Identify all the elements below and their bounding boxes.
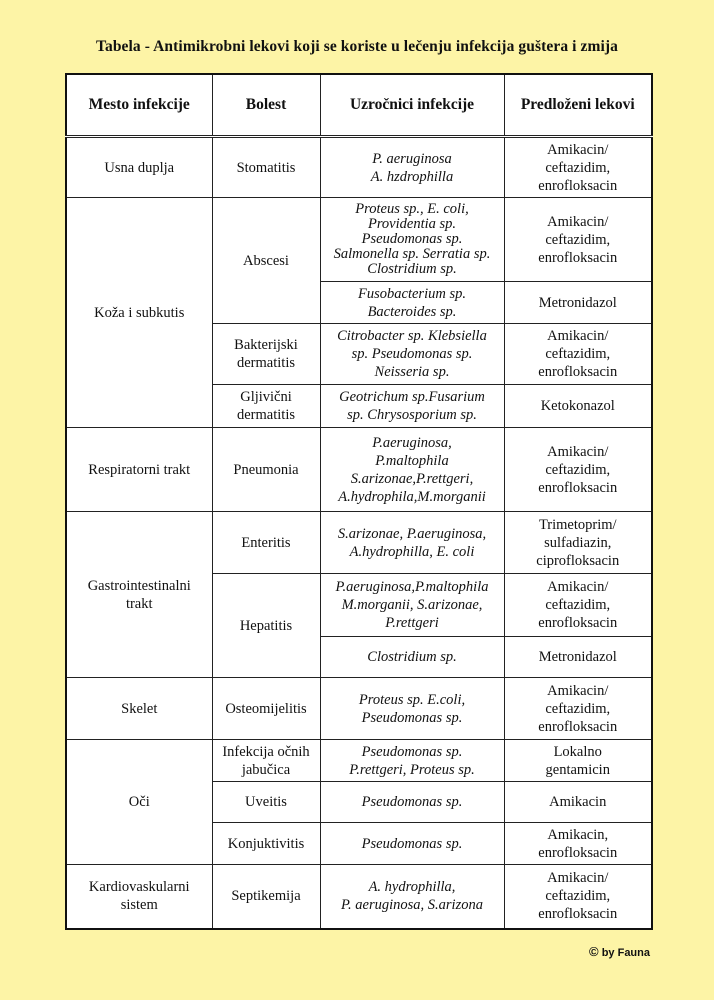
disease-cell: Osteomijelitis — [212, 678, 320, 740]
header-agents: Uzročnici infekcije — [320, 74, 504, 137]
agents-cell: P. aeruginosa A. hzdrophilla — [320, 137, 504, 198]
site-cell: Koža i subkutis — [66, 198, 212, 428]
agents-cell: S.arizonae, P.aeruginosa, A.hydrophilla, E. coli — [320, 512, 504, 574]
table-title: Tabela - Antimikrobni lekovi koji se koriste u lečenju infekcija guštera i zmija — [95, 38, 619, 55]
drugs-cell: Amikacin/ ceftazidim, enrofloksacin — [504, 198, 652, 282]
agents-cell: Citrobacter sp. Klebsiella sp. Pseudomonas sp. Neisseria sp. — [320, 324, 504, 385]
drugs-cell: Amikacin/ ceftazidim, enrofloksacin — [504, 865, 652, 929]
drugs-cell: Ketokonazol — [504, 385, 652, 428]
site-cell: Oči — [66, 740, 212, 865]
drugs-cell: Lokalno gentamicin — [504, 740, 652, 782]
drugs-cell: Trimetoprim/ sulfadiazin, ciprofloksacin — [504, 512, 652, 574]
copyright-icon: © — [589, 944, 599, 959]
copyright-notice — [589, 944, 650, 959]
disease-cell: Uveitis — [212, 782, 320, 823]
disease-cell: Gljivični dermatitis — [212, 385, 320, 428]
drugs-cell: Amikacin/ ceftazidim, enrofloksacin — [504, 324, 652, 385]
agents-cell: Proteus sp., E. coli, Providentia sp. Pseudomonas sp. Salmonella sp. Serratia sp. Clostridium sp. — [320, 198, 504, 282]
drugs-cell: Metronidazol — [504, 282, 652, 324]
agents-cell: Geotrichum sp.Fusarium sp. Chrysosporium sp. — [320, 385, 504, 428]
table-row — [66, 740, 652, 782]
disease-cell: Enteritis — [212, 512, 320, 574]
site-cell: Respiratorni trakt — [66, 428, 212, 512]
agents-cell: P.aeruginosa,P.maltophila M.morganii, S.arizonae, P.rettgeri — [320, 574, 504, 637]
agents-cell: Fusobacterium sp. Bacteroides sp. — [320, 282, 504, 324]
drugs-cell: Amikacin/ ceftazidim, enrofloksacin — [504, 574, 652, 637]
agents-cell: Pseudomonas sp. P.rettgeri, Proteus sp. — [320, 740, 504, 782]
drugs-cell: Metronidazol — [504, 637, 652, 678]
disease-cell: Septikemija — [212, 865, 320, 929]
header-site: Mesto infekcije — [66, 74, 212, 137]
agents-cell: Proteus sp. E.coli, Pseudomonas sp. — [320, 678, 504, 740]
site-cell: Skelet — [66, 678, 212, 740]
site-cell: Gastrointestinalni trakt — [66, 512, 212, 678]
drugs-cell: Amikacin/ ceftazidim, enrofloksacin — [504, 428, 652, 512]
table-row — [66, 137, 652, 198]
copyright-text: by Fauna — [601, 947, 650, 959]
agents-cell: Clostridium sp. — [320, 637, 504, 678]
table-row — [66, 428, 652, 512]
drugs-cell: Amikacin/ ceftazidim, enrofloksacin — [504, 678, 652, 740]
disease-cell: Bakterijski dermatitis — [212, 324, 320, 385]
disease-cell: Stomatitis — [212, 137, 320, 198]
disease-cell: Infekcija očnih jabučica — [212, 740, 320, 782]
disease-cell: Konjuktivitis — [212, 823, 320, 865]
table-row — [66, 198, 652, 282]
agents-cell: Pseudomonas sp. — [320, 823, 504, 865]
disease-cell: Hepatitis — [212, 574, 320, 678]
drugs-cell: Amikacin/ ceftazidim, enrofloksacin — [504, 137, 652, 198]
site-cell: Kardiovaskularni sistem — [66, 865, 212, 929]
disease-cell: Pneumonia — [212, 428, 320, 512]
antimicrobial-table — [65, 73, 653, 930]
table-row — [66, 678, 652, 740]
header-disease: Bolest — [212, 74, 320, 137]
table-row — [66, 512, 652, 574]
agents-cell: A. hydrophilla, P. aeruginosa, S.arizona — [320, 865, 504, 929]
agents-cell: P.aeruginosa, P.maltophila S.arizonae,P.rettgeri, A.hydrophila,M.morganii — [320, 428, 504, 512]
header-drugs: Predloženi lekovi — [504, 74, 652, 137]
disease-cell: Abscesi — [212, 198, 320, 324]
agents-cell: Pseudomonas sp. — [320, 782, 504, 823]
table-row — [66, 865, 652, 929]
drugs-cell: Amikacin — [504, 782, 652, 823]
drugs-cell: Amikacin, enrofloksacin — [504, 823, 652, 865]
site-cell: Usna duplja — [66, 137, 212, 198]
header-row — [66, 74, 652, 137]
